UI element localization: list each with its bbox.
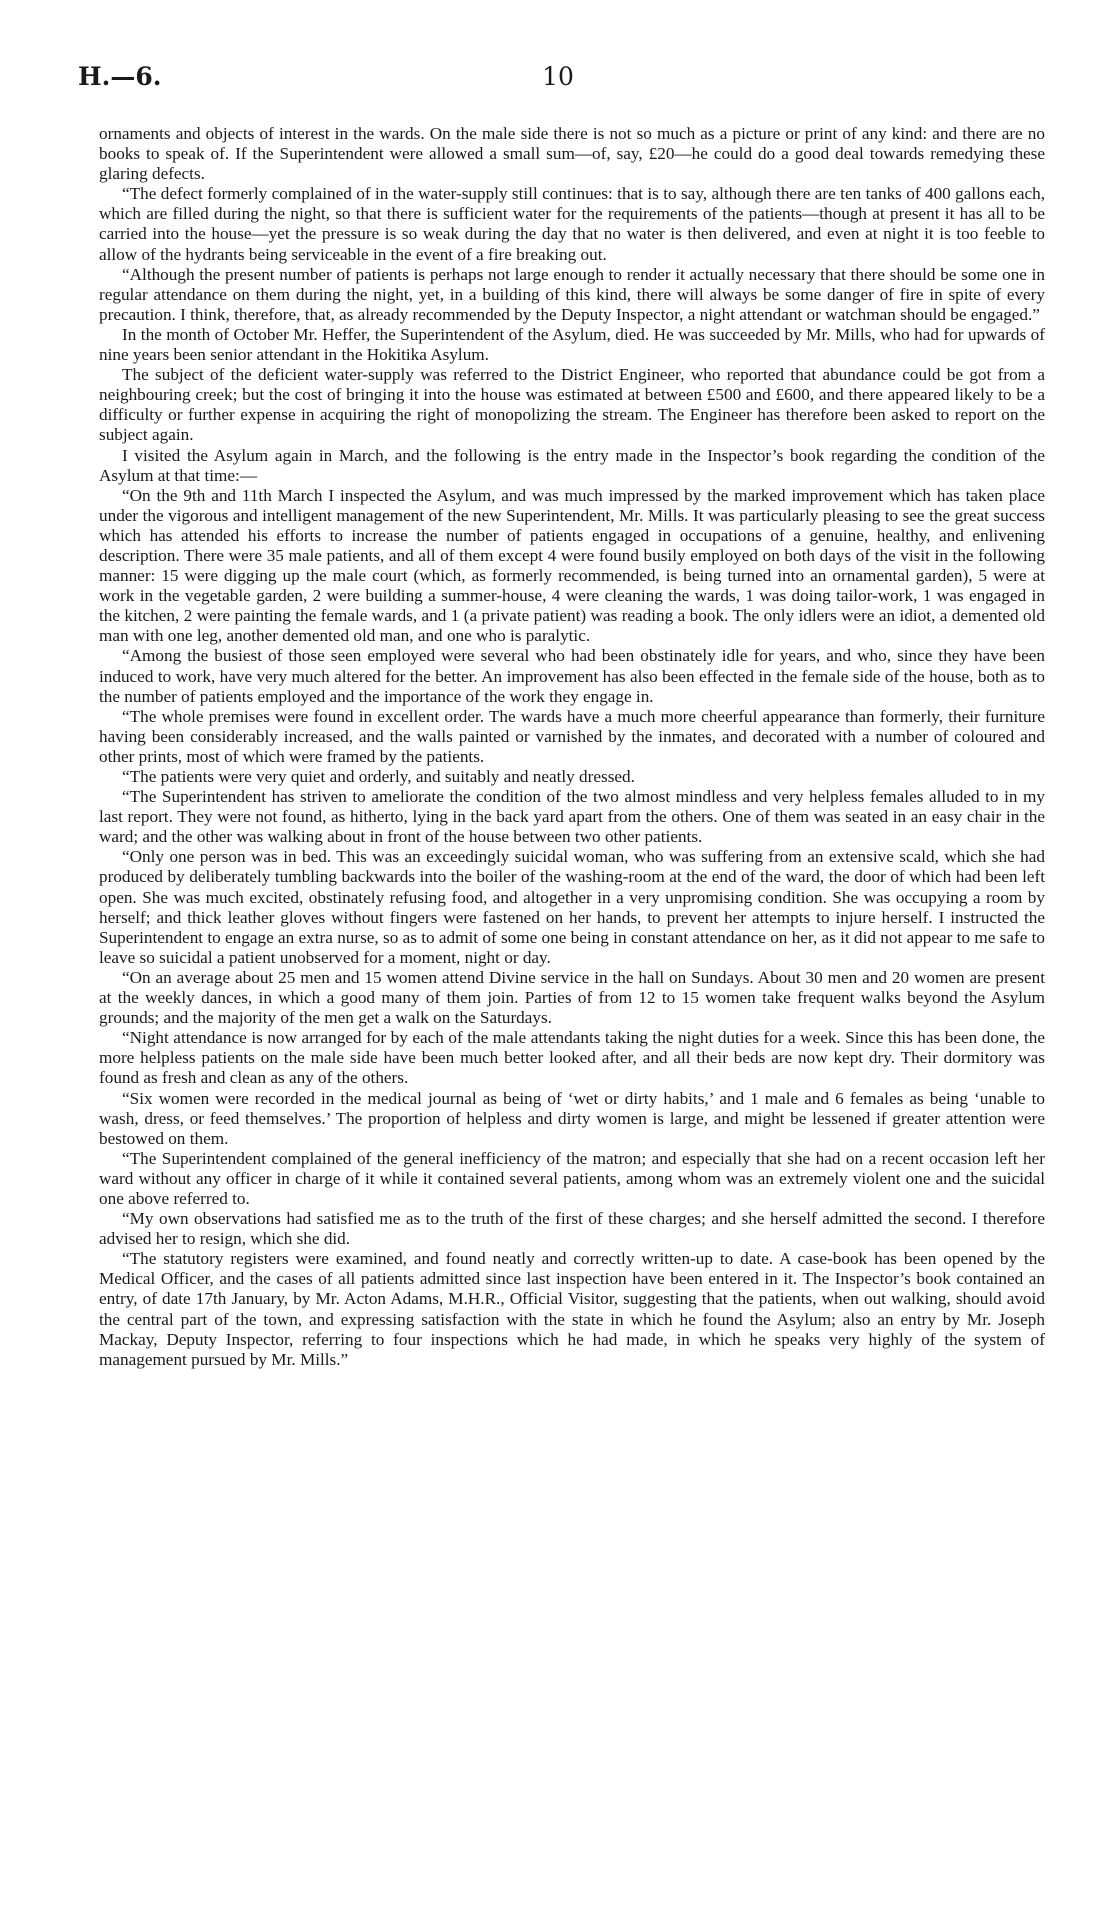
paragraph: “Six women were recorded in the medical journal as being of ‘wet or dirty habits,’ and 1 male and 6 females as being ‘unable to wash, dress, or feed themselves.’ The proportion of helpless and dirty women is large, and might be lessened if greater attention were bestowed on them.: [99, 1088, 1045, 1148]
page-header: [78, 62, 1038, 102]
paragraph: I visited the Asylum again in March, and the following is the entry made in the Inspector’s book regarding the condition of the Asylum at that time:—: [99, 445, 1045, 485]
page-number: 10: [542, 62, 574, 91]
paragraph: “Night attendance is now arranged for by each of the male attendants taking the night duties for a week. Since this has been done, the more helpless patients on the male side have been much better looked after, and all their beds are now kept dry. Their dormitory was found as fresh and clean as any of the others.: [99, 1028, 1045, 1088]
paragraph: “On an average about 25 men and 15 women attend Divine service in the hall on Sundays. About 30 men and 20 women are present at the weekly dances, in which a good many of them join. Parties of from 12 to 15 women take frequent walks beyond the Asylum grounds; and the majority of the men get a walk on the Saturdays.: [99, 967, 1045, 1028]
paragraph: “The statutory registers were examined, and found neatly and correctly written-up to date. A case-book has been opened by the Medical Officer, and the cases of all patients admitted since last inspection have been entered in it. The Inspector’s book contained an entry, of date 17th January, by Mr. Acton Adams, M.H.R., Official Visitor, suggesting that the patients, when out walking, should avoid the central part of the town, and expressing satisfaction with the state in which he found the Asylum; also an entry by Mr. Joseph Mackay, Deputy Inspector, referring to four inspections which he had made, in which he speaks very highly of the system of management pursued by Mr. Mills.”: [99, 1249, 1045, 1369]
document-reference: H.—6.: [78, 62, 162, 91]
paragraph: In the month of October Mr. Heffer, the Superintendent of the Asylum, died. He was succeeded by Mr. Mills, who had for upwards of nine years been senior attendant in the Hokitika Asylum.: [99, 324, 1045, 365]
paragraph: “The Superintendent complained of the general inefficiency of the matron; and especially that she had on a recent occasion left her ward without any officer in charge of it while it contained several patients, among whom was an extremely violent one and the suicidal one above referred to.: [99, 1148, 1045, 1208]
paragraph: “The whole premises were found in excellent order. The wards have a much more cheerful appearance than formerly, their furniture having been considerably increased, and the walls painted or varnished by the inmates, and decorated with a number of coloured and other prints, most of which were framed by the patients.: [99, 706, 1045, 766]
paragraph: “The defect formerly complained of in the water-supply still continues: that is to say, although there are ten tanks of 400 gallons each, which are filled during the night, so that there is sufficient water for the requirements of the patients—though at present it has all to be carried into the house—yet the pressure is so weak during the day that no water is then delivered, and even at night it is too feeble to allow of the hydrants being serviceable in the event of a fire breaking out.: [99, 184, 1045, 264]
paragraph: “Among the busiest of those seen employed were several who had been obstinately idle for years, and who, since they have been induced to work, have very much altered for the better. An improvement has also been effected in the female side of the house, both as to the number of patients employed and the importance of the work they engage in.: [99, 646, 1045, 706]
paragraph: “The Superintendent has striven to ameliorate the condition of the two almost mindless and very helpless females alluded to in my last report. They were not found, as hitherto, lying in the back yard apart from the others. One of them was seated in an easy chair in the ward; and the other was walking about in front of the house between two other patients.: [99, 787, 1045, 847]
paragraph: “Only one person was in bed. This was an exceedingly suicidal woman, who was suffering from an extensive scald, which she had produced by deliberately tumbling backwards into the boiler of the washing-room at the end of the ward, the door of which had been left open. She was much excited, obstinately refusing food, and altogether in a very unpromising condition. She was occupying a room by herself; and thick leather gloves without fingers were fastened on her hands, to prevent her attempts to injure herself. I instructed the Superintendent to engage an extra nurse, so as to admit of some one being in constant attendance on her, as it did not appear to me safe to leave so suicidal a patient unobserved for a moment, night or day.: [99, 847, 1045, 967]
paragraph: ornaments and objects of interest in the wards. On the male side there is not so much as a picture or print of any kind: and there are no books to speak of. If the Superintendent were allowed a small sum—of, say, £20—he could do a good deal towards remedying these glaring defects.: [99, 124, 1045, 184]
paragraph: The subject of the deficient water-supply was referred to the District Engineer, who reported that abundance could be got from a neighbouring creek; but the cost of bringing it into the house was estimated at between £500 and £600, and there appeared likely to be a difficulty or further expense in acquiring the right of monopolizing the stream. The Engineer has therefore been asked to report on the subject again.: [99, 365, 1045, 445]
paragraph: “Although the present number of patients is perhaps not large enough to render it actually necessary that there should be some one in regular attendance on them during the night, yet, in a building of this kind, there will always be some danger of fire in spite of every precaution. I think, therefore, that, as already recommended by the Deputy Inspector, a night attendant or watchman should be engaged.”: [99, 264, 1045, 324]
paragraph: “My own observations had satisfied me as to the truth of the first of these charges; and she herself admitted the second. I therefore advised her to resign, which she did.: [99, 1209, 1045, 1249]
paragraph: “On the 9th and 11th March I inspected the Asylum, and was much impressed by the marked improvement which has taken place under the vigorous and intelligent management of the new Superintendent, Mr. Mills. It was particularly pleasing to see the great success which has attended his efforts to increase the number of patients engaged in occupations of a genuine, healthy, and enlivening description. There were 35 male patients, and all of them except 4 were found busily employed on both days of the visit in the following manner: 15 were digging up the male court (which, as formerly recommended, is being turned into an ornamental garden), 5 were at work in the vegetable garden, 2 were building a summer-house, 4 were cleaning the wards, 1 was doing tailor-work, 1 was engaged in the kitchen, 2 were painting the female wards, and 1 (a private patient) was reading a book. The only idlers were an idiot, a demented old man with one leg, another demented old man, and one who is paralytic.: [99, 485, 1045, 646]
body-text: [99, 124, 1045, 1370]
paragraph: “The patients were very quiet and orderly, and suitably and neatly dressed.: [122, 767, 635, 786]
